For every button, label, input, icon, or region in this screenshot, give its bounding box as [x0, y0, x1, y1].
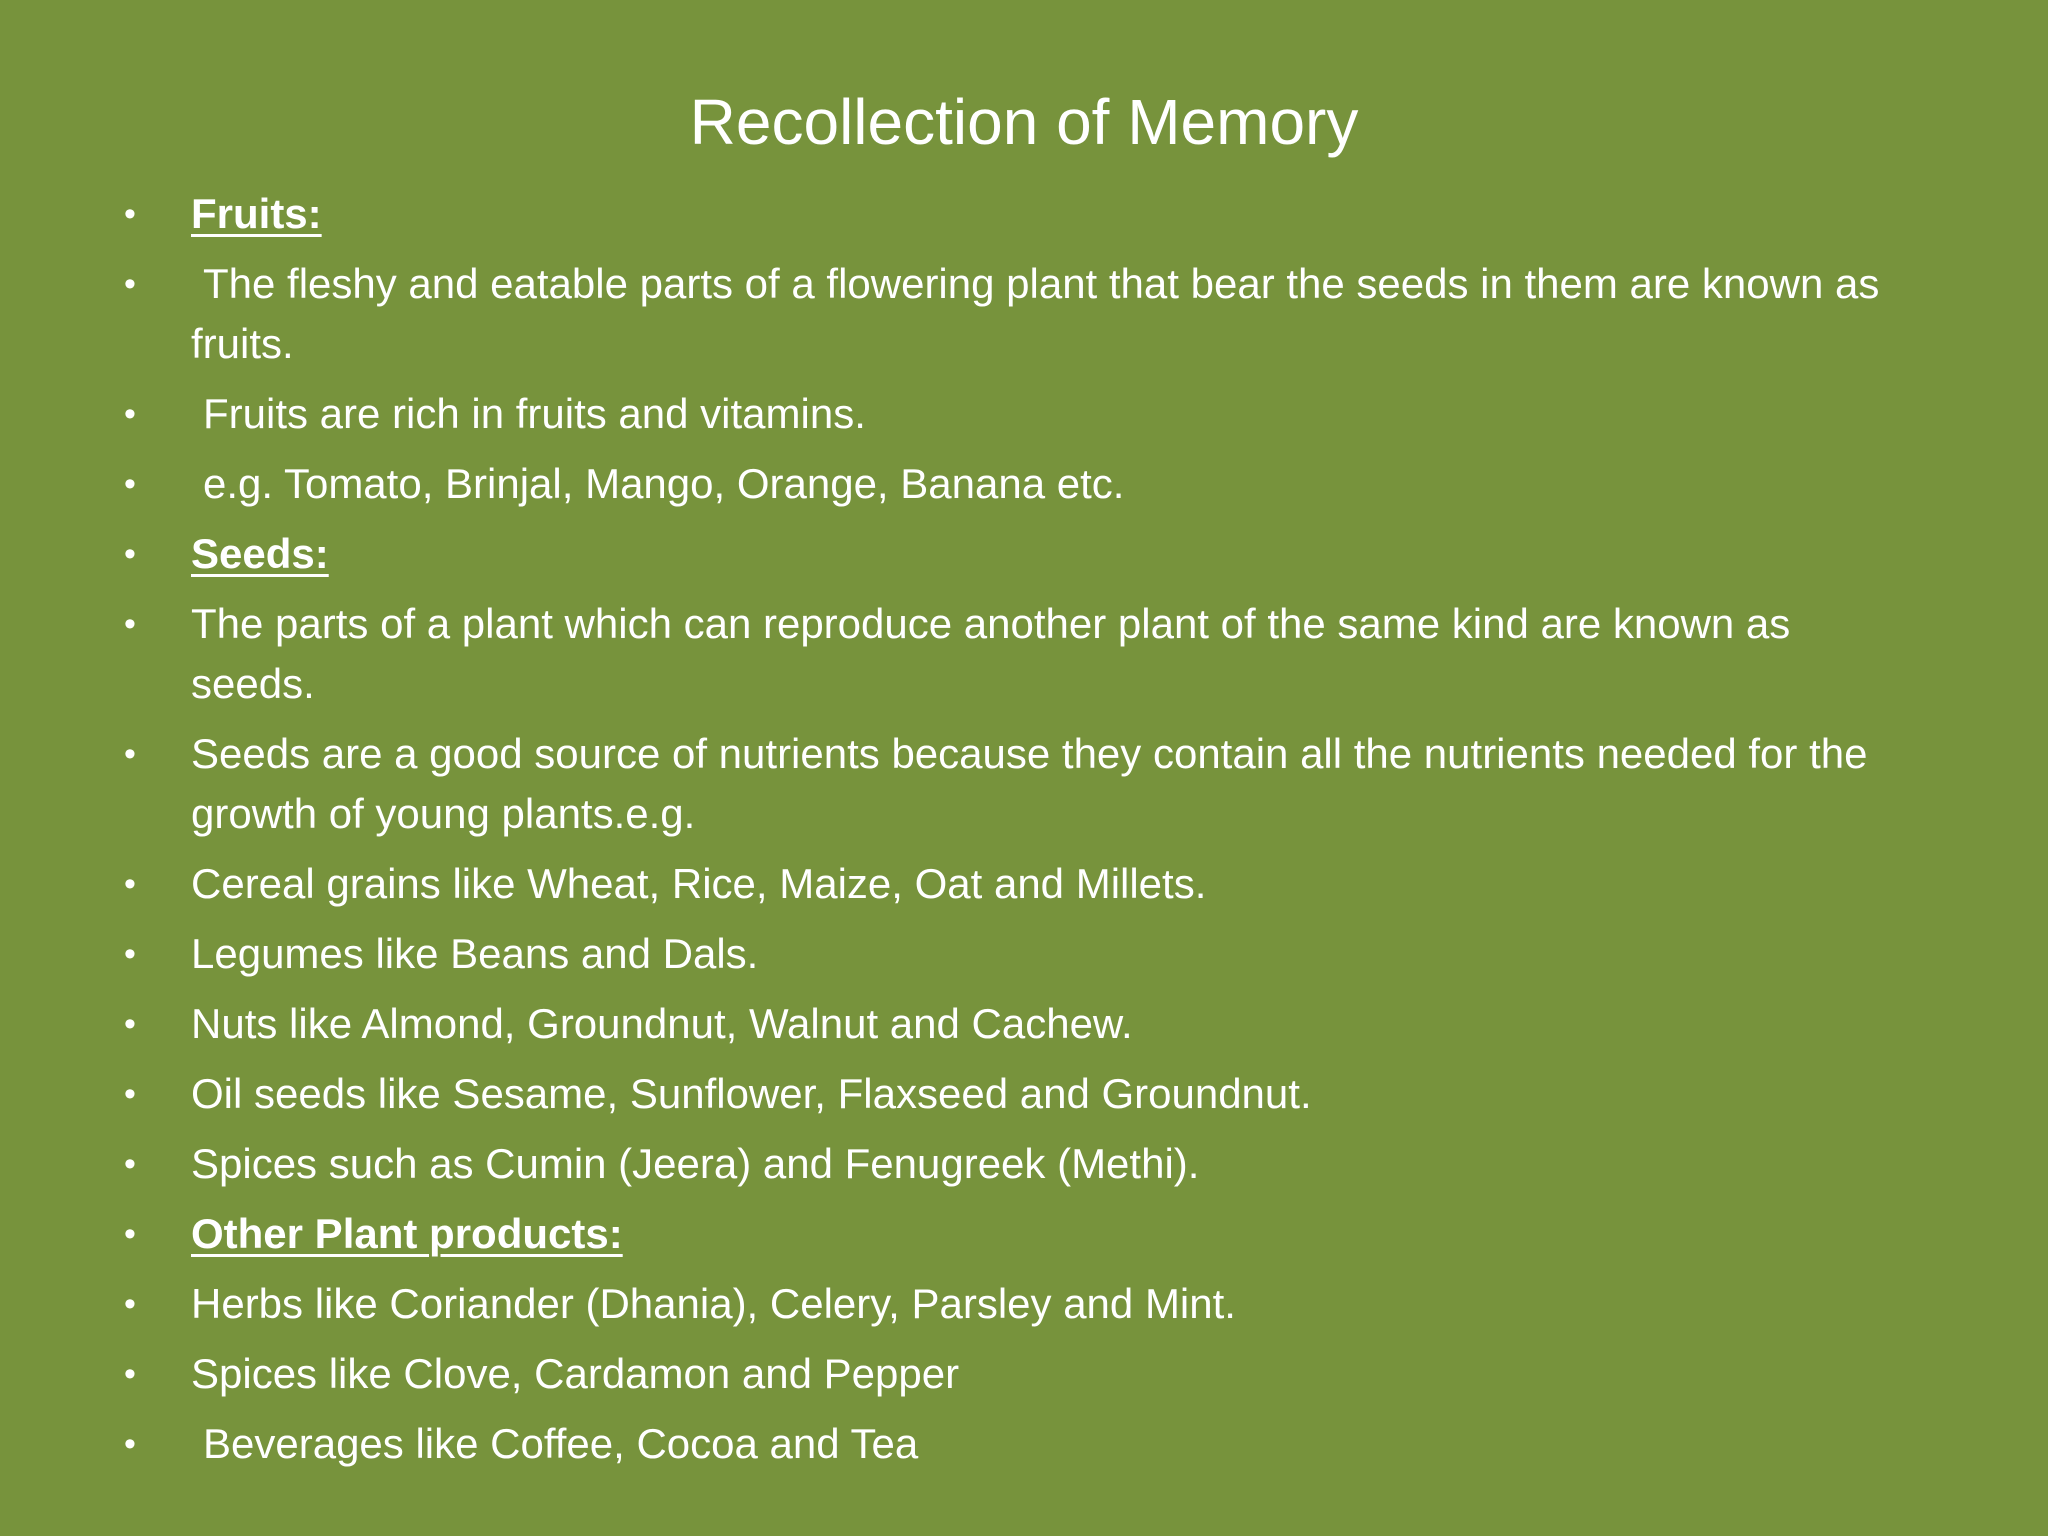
bullet-item-fruits-examples: [0, 454, 2048, 514]
bullet-item-spices: [0, 1344, 2048, 1404]
slide-title: Recollection of Memory: [689, 86, 1359, 158]
bullet-item-oil-seeds: [0, 1064, 2048, 1124]
bullet-text: The parts of a plant which can reproduce another plant of the same kind are known as seeds.: [191, 600, 1791, 707]
bullet-item-spices-seeds: [0, 1134, 2048, 1194]
bullet-item-beverages: [0, 1414, 2048, 1474]
bullet-item-fruits-heading: [0, 184, 2048, 244]
bullet-text: Seeds are a good source of nutrients because they contain all the nutrients needed for the growth of young plants.e.g.: [191, 730, 1868, 837]
bullet-text: Oil seeds like Sesame, Sunflower, Flaxseed and Groundnut.: [191, 1070, 1312, 1117]
bullet-text: Nuts like Almond, Groundnut, Walnut and Cachew.: [191, 1000, 1133, 1047]
bullet-text: Herbs like Coriander (Dhania), Celery, Parsley and Mint.: [191, 1280, 1236, 1327]
bullet-list: [0, 184, 2048, 1484]
bullet-item-seeds-nutrients: [0, 724, 2048, 844]
bullet-text: Spices like Clove, Cardamon and Pepper: [191, 1350, 960, 1397]
bullet-item-seeds-definition: [0, 594, 2048, 714]
bullet-item-legumes: [0, 924, 2048, 984]
bullet-item-other-products-heading: [0, 1204, 2048, 1264]
bullet-item-herbs: [0, 1274, 2048, 1334]
bullet-item-fruits-nutrition: [0, 384, 2048, 444]
bullet-text: Spices such as Cumin (Jeera) and Fenugreek (Methi).: [191, 1140, 1200, 1187]
bullet-item-cereal-grains: [0, 854, 2048, 914]
bullet-item-nuts: [0, 994, 2048, 1054]
bullet-text: Legumes like Beans and Dals.: [191, 930, 759, 977]
bullet-text: Beverages like Coffee, Cocoa and Tea: [203, 1420, 919, 1467]
section-heading-other-plant-products: Other Plant products:: [191, 1210, 623, 1257]
bullet-text: Fruits are rich in fruits and vitamins.: [203, 390, 866, 437]
bullet-text: e.g. Tomato, Brinjal, Mango, Orange, Banana etc.: [203, 460, 1125, 507]
bullet-item-fruits-definition: [0, 254, 2048, 374]
bullet-item-seeds-heading: [0, 524, 2048, 584]
bullet-text: Cereal grains like Wheat, Rice, Maize, Oat and Millets.: [191, 860, 1207, 907]
bullet-text: The fleshy and eatable parts of a flowering plant that bear the seeds in them are known as fruits.: [191, 260, 1880, 367]
section-heading-seeds: Seeds:: [191, 530, 329, 577]
section-heading-fruits: Fruits:: [191, 190, 322, 237]
